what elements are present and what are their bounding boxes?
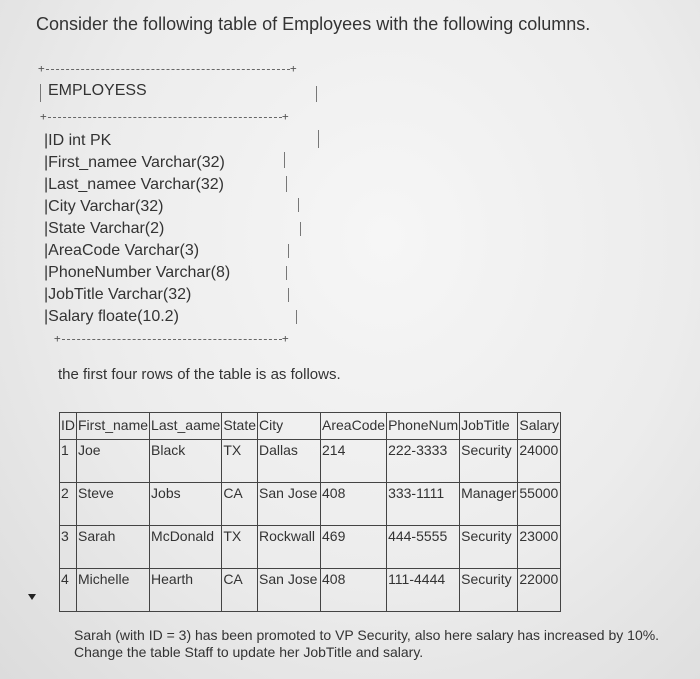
table-row (60, 526, 561, 569)
table-cell: 222-3333 (387, 440, 460, 483)
table-cell: 2 (60, 483, 77, 526)
table-cell: 214 (321, 440, 387, 483)
table-cell: 408 (321, 483, 387, 526)
header-cell: PhoneNum (387, 413, 460, 440)
table-row (60, 569, 561, 612)
table-cell: 408 (321, 569, 387, 612)
employees-table (59, 412, 561, 612)
table-cell: Sarah (77, 526, 150, 569)
question-title: Consider the following table of Employees with the following columns. (36, 14, 591, 34)
box-right-bar (288, 244, 289, 258)
header-cell: ID (60, 413, 77, 440)
box-corner-plus: + (282, 110, 289, 123)
header-cell: Last_aame (150, 413, 222, 440)
header-cell: City (258, 413, 321, 440)
table-cell: 55000 (518, 483, 561, 526)
table-cell: Steve (77, 483, 150, 526)
table-row (60, 440, 561, 483)
table-cell: TX (222, 526, 258, 569)
table-row (60, 483, 561, 526)
box-mid-border (48, 117, 282, 118)
schema-column-list (44, 130, 230, 328)
table-cell: 23000 (518, 526, 561, 569)
schema-column: |City Varchar(32) (44, 198, 164, 215)
schema-column: |PhoneNumber Varchar(8) (44, 264, 231, 281)
table-cell: Security (460, 440, 518, 483)
schema-table-name: EMPLOYESS (48, 82, 147, 99)
intro-text: the first four rows of the table is as follows. (58, 366, 341, 383)
table-cell: 333-1111 (387, 483, 460, 526)
header-cell: First_name (77, 413, 150, 440)
instruction-text: Sarah (with ID = 3) has been promoted to VP Security, also here salary has increased by 10%. Change the table Staff to update her JobTitle and salary. (74, 627, 660, 660)
box-right-bar (296, 310, 297, 324)
schema-column: |AreaCode Varchar(3) (44, 242, 200, 259)
table-cell: Hearth (150, 569, 222, 612)
table-cell: 22000 (518, 569, 561, 612)
box-bottom-border (62, 339, 282, 340)
table-cell: San Jose (258, 569, 321, 612)
box-right-bar (286, 176, 287, 192)
box-top-border (46, 69, 290, 70)
table-cell: TX (222, 440, 258, 483)
table-cell: Dallas (258, 440, 321, 483)
table-cell: 469 (321, 526, 387, 569)
table-cell: Manager (460, 483, 518, 526)
table-cell: Michelle (77, 569, 150, 612)
box-right-bar (316, 86, 317, 102)
table-cell: CA (222, 483, 258, 526)
header-cell: JobTitle (460, 413, 518, 440)
schema-column: |Last_namee Varchar(32) (44, 176, 224, 193)
table-cell: Joe (77, 440, 150, 483)
box-left-bar (40, 84, 41, 102)
table-cell: Security (460, 569, 518, 612)
box-corner-plus: + (282, 332, 289, 345)
table-cell: 1 (60, 440, 77, 483)
box-corner-plus: + (40, 110, 47, 123)
box-corner-plus: + (54, 332, 61, 345)
box-right-bar (300, 222, 301, 236)
box-right-bar (286, 266, 287, 280)
table-cell: 444-5555 (387, 526, 460, 569)
table-cell: Rockwall (258, 526, 321, 569)
header-cell: State (222, 413, 258, 440)
table-cell: Jobs (150, 483, 222, 526)
table-cell: Security (460, 526, 518, 569)
schema-column: |JobTitle Varchar(32) (44, 286, 192, 303)
box-right-bar (288, 288, 289, 302)
table-cell: 4 (60, 569, 77, 612)
box-right-bar (318, 130, 319, 148)
table-header-row (60, 413, 561, 440)
table-cell: CA (222, 569, 258, 612)
header-cell: Salary (518, 413, 561, 440)
caret-down-icon (28, 594, 36, 600)
table-cell: 3 (60, 526, 77, 569)
schema-column: |ID int PK (44, 132, 112, 149)
table-cell: McDonald (150, 526, 222, 569)
header-cell: AreaCode (321, 413, 387, 440)
box-corner-plus: + (38, 62, 45, 75)
table-cell: San Jose (258, 483, 321, 526)
table-cell: 24000 (518, 440, 561, 483)
box-right-bar (284, 152, 285, 168)
schema-column: |First_namee Varchar(32) (44, 154, 225, 171)
table-cell: Black (150, 440, 222, 483)
schema-column: |Salary floate(10.2) (44, 308, 179, 325)
box-right-bar (298, 198, 299, 212)
schema-column: |State Varchar(2) (44, 220, 165, 237)
table-cell: 111-4444 (387, 569, 460, 612)
box-corner-plus: + (290, 62, 297, 75)
